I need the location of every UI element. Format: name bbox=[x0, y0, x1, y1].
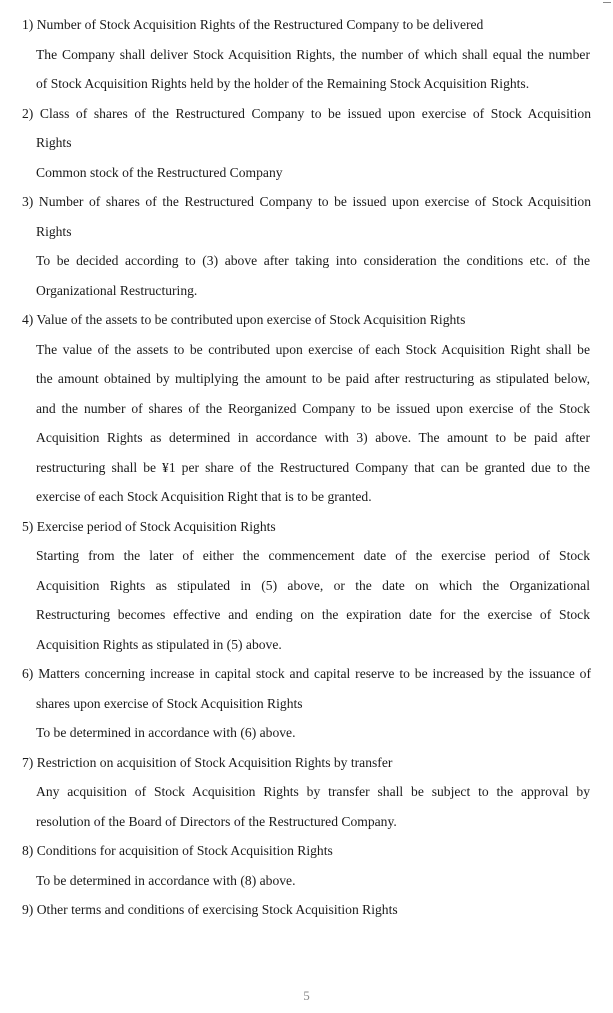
section-heading: 5) Exercise period of Stock Acquisition Rights bbox=[22, 518, 276, 534]
section-heading: 1) Number of Stock Acquisition Rights of the Restructured Company to be delivered bbox=[22, 17, 484, 32]
section-item-9 bbox=[0, 895, 613, 925]
section-item-4 bbox=[0, 305, 613, 512]
section-body-line: the amount obtained by multiplying the amount to be paid after restructuring as stipulated below, bbox=[36, 371, 590, 386]
section-heading: 3) Number of shares of the Restructured Company to be issued upon exercise of Stock Acquisition bbox=[22, 194, 591, 209]
section-body-line: To be decided according to (3) above after taking into consideration the conditions etc. of the bbox=[36, 253, 590, 268]
section-body-line: Any acquisition of Stock Acquisition Rights by transfer shall be subject to the approval by bbox=[36, 784, 590, 799]
section-body-line: and the number of shares of the Reorganized Company to be issued upon exercise of the Stock bbox=[36, 400, 590, 416]
section-body-line: Organizational Restructuring. bbox=[36, 282, 198, 298]
section-heading: 2) Class of shares of the Restructured Company to be issued upon exercise of Stock Acquisition bbox=[22, 105, 591, 121]
section-body-line: of Stock Acquisition Rights held by the holder of the Remaining Stock Acquisition Rights. bbox=[36, 76, 530, 91]
section-heading-continuation: shares upon exercise of Stock Acquisition Rights bbox=[36, 695, 303, 711]
section-body-line: Acquisition Rights as stipulated in (5) above. bbox=[36, 636, 282, 652]
document-body bbox=[0, 10, 613, 925]
section-heading-continuation: Rights bbox=[36, 135, 72, 150]
section-body-line: Restructuring becomes effective and ending on the expiration date for the exercise of Stock bbox=[36, 607, 590, 622]
section-body-line: To be determined in accordance with (6) above. bbox=[36, 725, 296, 740]
section-heading: 4) Value of the assets to be contributed upon exercise of Stock Acquisition Rights bbox=[22, 312, 466, 327]
section-heading: 8) Conditions for acquisition of Stock Acquisition Rights bbox=[22, 843, 333, 858]
section-heading-continuation: Rights bbox=[36, 223, 72, 239]
section-item-7 bbox=[0, 748, 613, 837]
section-body-line: Starting from the later of either the commencement date of the exercise period of Stock bbox=[36, 548, 590, 563]
section-body-line: The value of the assets to be contributed upon exercise of each Stock Acquisition Right shall be bbox=[36, 341, 590, 357]
section-body-line: The Company shall deliver Stock Acquisition Rights, the number of which shall equal the number bbox=[36, 46, 590, 62]
section-item-6 bbox=[0, 659, 613, 748]
section-heading: 9) Other terms and conditions of exercising Stock Acquisition Rights bbox=[22, 902, 398, 917]
page-number: 5 bbox=[303, 988, 310, 1003]
section-body-line: restructuring shall be ¥1 per share of the Restructured Company that can be granted due to the bbox=[36, 459, 590, 475]
section-body-line: Acquisition Rights as stipulated in (5) above, or the date on which the Organizational bbox=[36, 577, 590, 593]
section-item-1 bbox=[0, 10, 613, 99]
section-body-line: resolution of the Board of Directors of the Restructured Company. bbox=[36, 813, 397, 829]
section-item-8 bbox=[0, 836, 613, 895]
section-heading: 6) Matters concerning increase in capital stock and capital reserve to be increased by the issuance of bbox=[22, 666, 591, 681]
section-body-line: Common stock of the Restructured Company bbox=[36, 164, 283, 180]
corner-mark bbox=[603, 2, 611, 3]
section-body-line: Acquisition Rights as determined in accordance with 3) above. The amount to be paid after bbox=[36, 430, 590, 445]
section-item-5 bbox=[0, 512, 613, 660]
section-item-3 bbox=[0, 187, 613, 305]
section-body-line: To be determined in accordance with (8) above. bbox=[36, 872, 296, 888]
section-item-2 bbox=[0, 99, 613, 188]
section-heading: 7) Restriction on acquisition of Stock Acquisition Rights by transfer bbox=[22, 754, 393, 770]
section-body-line: exercise of each Stock Acquisition Right that is to be granted. bbox=[36, 489, 372, 504]
